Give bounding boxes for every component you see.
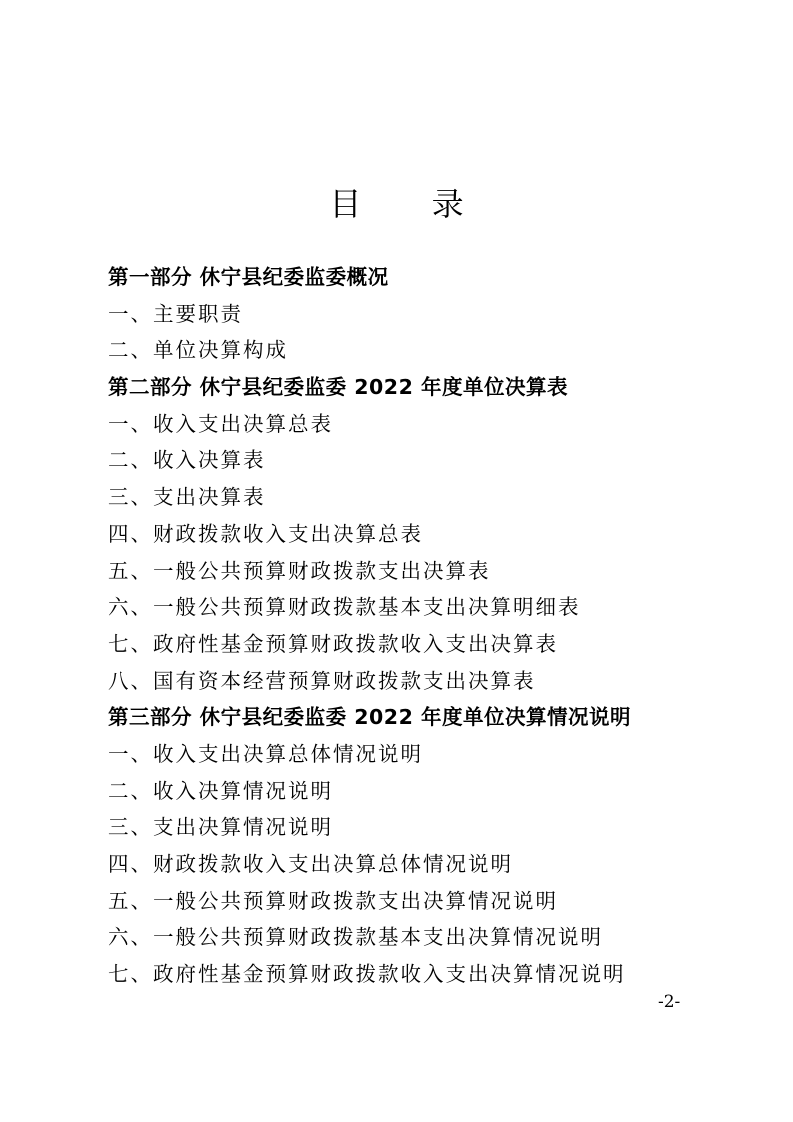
toc-item: 五、一般公共预算财政拨款支出决算情况说明 bbox=[108, 888, 558, 913]
toc-item: 二、收入决算表 bbox=[108, 448, 266, 473]
toc-item: 五、一般公共预算财政拨款支出决算表 bbox=[108, 558, 491, 583]
page-number: -2- bbox=[658, 992, 681, 1012]
toc-part-heading: 第三部分 休宁县纪委监委 2022 年度单位决算情况说明 bbox=[108, 705, 631, 730]
toc-part-heading: 第一部分 休宁县纪委监委概况 bbox=[108, 265, 389, 289]
toc-item: 七、政府性基金预算财政拨款收入支出决算表 bbox=[108, 631, 558, 656]
toc-item: 七、政府性基金预算财政拨款收入支出决算情况说明 bbox=[108, 962, 626, 987]
toc-item: 一、主要职责 bbox=[108, 301, 243, 326]
toc-item: 八、国有资本经营预算财政拨款支出决算表 bbox=[108, 668, 536, 693]
toc-item: 三、支出决算表 bbox=[108, 485, 266, 510]
page-title: 目 录 bbox=[329, 185, 494, 223]
toc-item: 二、收入决算情况说明 bbox=[108, 778, 333, 803]
toc-item: 六、一般公共预算财政拨款基本支出决算明细表 bbox=[108, 595, 581, 620]
toc-item: 三、支出决算情况说明 bbox=[108, 815, 333, 840]
toc-part-heading: 第二部分 休宁县纪委监委 2022 年度单位决算表 bbox=[108, 375, 568, 400]
toc-item: 六、一般公共预算财政拨款基本支出决算情况说明 bbox=[108, 925, 603, 950]
toc-item: 一、收入支出决算总表 bbox=[108, 411, 333, 436]
table-of-contents bbox=[108, 259, 708, 993]
toc-item: 四、财政拨款收入支出决算总体情况说明 bbox=[108, 852, 513, 876]
toc-item: 一、收入支出决算总体情况说明 bbox=[108, 741, 423, 766]
toc-item: 四、财政拨款收入支出决算总表 bbox=[108, 521, 423, 546]
toc-item: 二、单位决算构成 bbox=[108, 338, 288, 363]
